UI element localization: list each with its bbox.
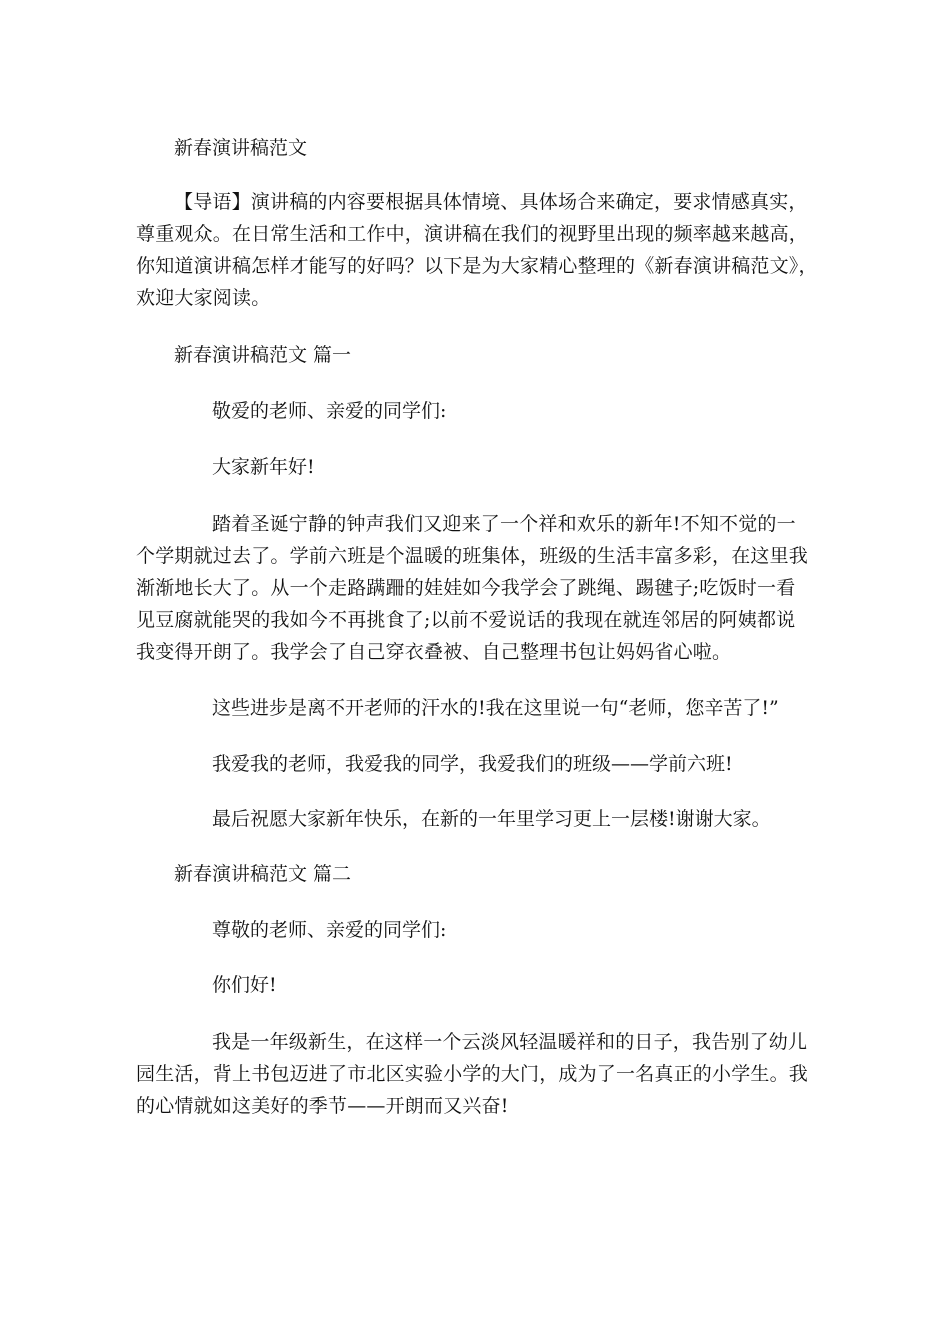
section1-paragraph bbox=[136, 508, 808, 668]
section1-paragraph-line: 踏着圣诞宁静的钟声我们又迎来了一个祥和欢乐的新年!不知不觉的一 bbox=[212, 513, 796, 535]
section1-salutation: 敬爱的老师、亲爱的同学们: bbox=[212, 400, 447, 422]
intro-line: 尊重观众。在日常生活和工作中，演讲稿在我们的视野里出现的频率越来越高， bbox=[136, 223, 809, 245]
section2-paragraph-line: 我是一年级新生，在这样一个云淡风轻温暖祥和的日子，我告别了幼儿 bbox=[212, 1031, 808, 1053]
section2-paragraph-line: 园生活，背上书包迈进了市北区实验小学的大门，成为了一名真正的小学生。我 bbox=[136, 1063, 809, 1085]
section1-thanks-line: 这些进步是离不开老师的汗水的!我在这里说一句“老师，您辛苦了!” bbox=[212, 697, 779, 719]
section1-paragraph-line: 渐渐地长大了。从一个走路蹒跚的娃娃如今我学会了跳绳、踢毽子;吃饭时一看 bbox=[136, 577, 796, 599]
intro-line: 欢迎大家阅读。 bbox=[136, 287, 271, 309]
section2-salutation: 尊敬的老师、亲爱的同学们: bbox=[212, 919, 447, 941]
intro-line: 【导语】演讲稿的内容要根据具体情境、具体场合来确定，要求情感真实， bbox=[174, 191, 808, 213]
section2-greeting: 你们好! bbox=[212, 974, 277, 996]
section1-paragraph-line: 我变得开朗了。我学会了自己穿衣叠被、自己整理书包让妈妈省心啦。 bbox=[136, 641, 732, 663]
section2-heading: 新春演讲稿范文 篇二 bbox=[174, 863, 352, 885]
document-title: 新春演讲稿范文 bbox=[174, 137, 308, 159]
section1-heading: 新春演讲稿范文 篇一 bbox=[174, 344, 352, 366]
section1-paragraph-line: 个学期就过去了。学前六班是个温暖的班集体，班级的生活丰富多彩，在这里我 bbox=[136, 545, 809, 567]
section1-love-line: 我爱我的老师，我爱我的同学，我爱我们的班级——学前六班! bbox=[212, 753, 733, 775]
section1-greeting: 大家新年好! bbox=[212, 456, 315, 478]
intro-line: 你知道演讲稿怎样才能写的好吗？以下是为大家精心整理的《新春演讲稿范文》， bbox=[136, 255, 818, 277]
section2-paragraph bbox=[136, 1026, 808, 1122]
section2-paragraph-line: 的心情就如这美好的季节——开朗而又兴奋! bbox=[136, 1095, 509, 1117]
section1-wish-line: 最后祝愿大家新年快乐，在新的一年里学习更上一层楼!谢谢大家。 bbox=[212, 808, 771, 830]
intro-paragraph bbox=[136, 186, 818, 314]
section1-paragraph-line: 见豆腐就能哭的我如今不再挑食了;以前不爱说话的我现在就连邻居的阿姨都说 bbox=[136, 609, 796, 631]
